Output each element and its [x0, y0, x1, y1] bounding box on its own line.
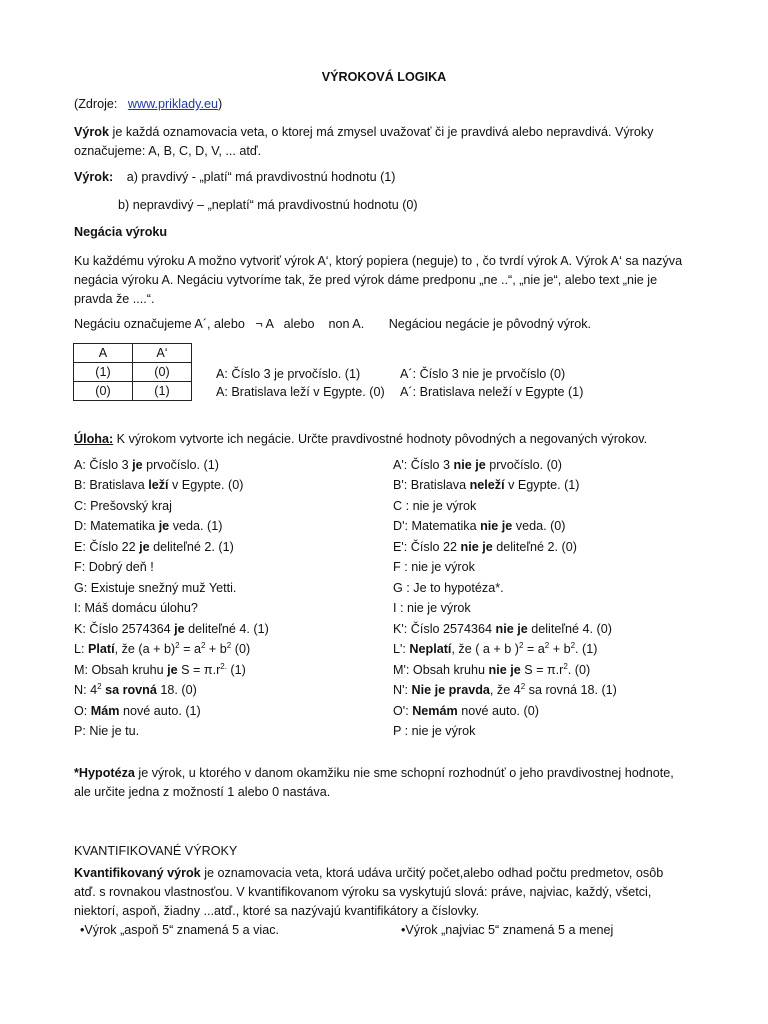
negation-text: M': Obsah kruhu	[393, 663, 489, 677]
statement-e	[74, 540, 234, 554]
value-a-row	[74, 170, 396, 184]
negation-notation: Negáciu označujeme A´, alebo ¬ A alebo non A. Negáciou negácie je pôvodný výrok.	[74, 317, 592, 331]
statement-text: deliteľné 2. (1)	[149, 540, 234, 554]
page-title: VÝROKOVÁ LOGIKA	[321, 70, 447, 84]
statement-d	[74, 519, 222, 533]
statement-keyword: Mám	[90, 704, 120, 718]
hypothesis-text-1: je výrok, u ktorého v danom okamžiku nie sme schopní rozhodnúť o jeho pravdivostnej hodnote,	[134, 766, 674, 780]
truth-table-row	[74, 363, 192, 382]
negation-d	[393, 519, 566, 533]
superscript: 2.	[220, 661, 227, 671]
truth-table-header	[74, 344, 192, 363]
statement-keyword: leží	[148, 478, 169, 492]
table-example-a1: A: Číslo 3 je prvočíslo. (1)	[216, 367, 361, 381]
statement-text: D: Matematika	[74, 519, 159, 533]
negation-text: = a	[523, 642, 545, 656]
negation-text: A': Číslo 3	[393, 458, 454, 472]
statement-text: = a	[179, 642, 201, 656]
statement-c: C: Prešovský kraj	[74, 499, 172, 513]
truth-table-cell: (1)	[74, 363, 133, 382]
quantified-text-1: je oznamovacia veta, ktorá udáva určitý počet,alebo odhad počtu predmetov, osôb	[200, 866, 664, 880]
statement-keyword: sa rovná	[105, 683, 157, 697]
truth-table-cell: (1)	[133, 382, 192, 401]
statement-keyword: je	[132, 458, 143, 472]
statement-i: I: Máš domácu úlohu?	[74, 601, 198, 615]
table-example-n2: A´: Bratislava neleží v Egypte (1)	[400, 385, 584, 399]
statement-text: nové auto. (1)	[119, 704, 201, 718]
task-label: Úloha:	[74, 432, 114, 446]
statement-text: , že (a + b)	[114, 642, 176, 656]
intro-term: Výrok	[74, 125, 110, 139]
negation-keyword: nie je	[460, 540, 493, 554]
negation-a	[393, 458, 562, 472]
negation-text: . (1)	[575, 642, 598, 656]
negation-keyword: Nemám	[412, 704, 458, 718]
superscript: 2	[226, 640, 232, 650]
negation-l	[393, 642, 597, 656]
negation-text: v Egypte. (1)	[504, 478, 580, 492]
negation-text: . (0)	[567, 663, 591, 677]
negation-paragraph	[74, 252, 704, 309]
statement-o	[74, 704, 201, 718]
quantified-bullet-2: •Výrok „najviac 5“ znamená 5 a menej	[401, 923, 614, 937]
intro-paragraph	[74, 123, 704, 161]
truth-table-header-a: A	[74, 344, 133, 363]
superscript: 2	[570, 640, 576, 650]
negation-heading: Negácia výroku	[74, 225, 168, 239]
truth-table-cell: (0)	[133, 363, 192, 382]
statement-text: O:	[74, 704, 91, 718]
hypothesis-paragraph	[74, 764, 704, 802]
quantified-paragraph	[74, 864, 704, 921]
negation-text: O':	[393, 704, 413, 718]
statement-g: G: Existuje snežný muž Yetti.	[74, 581, 237, 595]
statement-keyword: je	[174, 622, 185, 636]
negation-text: S = π.r	[520, 663, 564, 677]
quantified-text-2: atď. s rovnakou vlastnosťou. V kvantifikovanom výroku sa vyskytujú slová: práve, najviac, každý, všetci,	[74, 885, 652, 899]
negation-text: L':	[393, 642, 410, 656]
negation-text: deliteľné 2. (0)	[492, 540, 577, 554]
negation-p: P : nie je výrok	[393, 724, 476, 738]
statement-text: A: Číslo 3	[74, 458, 133, 472]
hypothesis-term: *Hypotéza	[74, 766, 135, 780]
negation-line-1: Ku každému výroku A možno vytvoriť výrok A‘, ktorý popiera (neguje) to , čo tvrdí výrok A. Výrok A‘ sa nazýva	[74, 254, 683, 268]
negation-text: N':	[393, 683, 412, 697]
statement-text: E: Číslo 22	[74, 540, 140, 554]
statement-text: K: Číslo 2574364	[74, 622, 175, 636]
statement-keyword: Platí	[88, 642, 115, 656]
superscript: 2	[544, 640, 550, 650]
negation-b	[393, 478, 580, 492]
negation-i: I : nie je výrok	[393, 601, 471, 615]
intro-text-2: označujeme: A, B, C, D, V, ... atď.	[74, 144, 262, 158]
negation-text: , že ( a + b )	[451, 642, 519, 656]
statement-n	[74, 683, 197, 697]
statement-text: v Egypte. (0)	[168, 478, 244, 492]
negation-c: C : nie je výrok	[393, 499, 477, 513]
statement-f: F: Dobrý deň !	[74, 560, 154, 574]
task-line	[74, 432, 647, 446]
source-line	[74, 97, 222, 111]
statement-text: (1)	[226, 663, 246, 677]
statement-text: + b	[205, 642, 227, 656]
table-example-n1: A´: Číslo 3 nie je prvočíslo (0)	[400, 367, 566, 381]
negation-text: deliteľné 4. (0)	[527, 622, 612, 636]
truth-table	[73, 343, 192, 401]
statement-text: prvočíslo. (1)	[142, 458, 219, 472]
statement-keyword: je	[139, 540, 150, 554]
negation-line-2: negácia výroku A. Negáciu vytvoríme tak, že pred výrok dáme predponu „ne ..“, „nie je“, alebo text „nie je	[74, 273, 658, 287]
negation-keyword: nie je	[480, 519, 513, 533]
source-prefix: (Zdroje:	[74, 97, 118, 111]
table-example-a2: A: Bratislava leží v Egypte. (0)	[216, 385, 385, 399]
statement-keyword: je	[167, 663, 178, 677]
negation-keyword: nie je	[488, 663, 521, 677]
superscript: 2	[520, 681, 526, 691]
statement-text: deliteľné 4. (1)	[184, 622, 269, 636]
statement-a	[74, 458, 219, 472]
statement-keyword: je	[158, 519, 170, 533]
negation-keyword: nie je	[453, 458, 486, 472]
statement-l	[74, 642, 250, 656]
negation-text: E': Číslo 22	[393, 540, 461, 554]
truth-table-row	[74, 382, 192, 401]
value-b: b) nepravdivý – „neplatí“ má pravdivostnú hodnotu (0)	[118, 198, 418, 212]
values-label: Výrok:	[74, 170, 114, 184]
statement-text: S = π.r	[177, 663, 221, 677]
task-text: K výrokom vytvorte ich negácie. Určte pravdivostné hodnoty pôvodných a negovaných výrokov.	[113, 432, 648, 446]
negation-n	[393, 683, 617, 697]
quantified-term: Kvantifikovaný výrok	[74, 866, 201, 880]
negation-text: sa rovná 18. (1)	[525, 683, 617, 697]
negation-text: B': Bratislava	[393, 478, 470, 492]
negation-text: D': Matematika	[393, 519, 481, 533]
negation-text: K': Číslo 2574364	[393, 622, 496, 636]
negation-text: nové auto. (0)	[457, 704, 539, 718]
negation-k	[393, 622, 612, 636]
statement-text: (0)	[231, 642, 251, 656]
negation-m	[393, 663, 590, 677]
statement-b	[74, 478, 243, 492]
negation-e	[393, 540, 577, 554]
negation-g: G : Je to hypotéza*.	[393, 581, 504, 595]
negation-f: F : nie je výrok	[393, 560, 475, 574]
negation-text: + b	[549, 642, 571, 656]
truth-table-cell: (0)	[74, 382, 133, 401]
statement-text: B: Bratislava	[74, 478, 149, 492]
truth-table-header-neg-a: A‘	[133, 344, 192, 363]
negation-keyword: Nie je pravda	[411, 683, 490, 697]
source-link[interactable]: www.priklady.eu	[127, 97, 218, 111]
quantified-bullet-1: •Výrok „aspoň 5“ znamená 5 a viac.	[80, 923, 280, 937]
negation-keyword: neleží	[469, 478, 505, 492]
statement-text: L:	[74, 642, 89, 656]
statement-text: 18. (0)	[156, 683, 197, 697]
statement-m	[74, 663, 246, 677]
value-a: a) pravdivý - „platí“ má pravdivostnú hodnotu (1)	[126, 170, 396, 184]
statement-text: veda. (1)	[169, 519, 223, 533]
intro-text-1: je každá oznamovacia veta, o ktorej má zmysel uvažovať či je pravdivá alebo nepravdivá. Výroky	[109, 125, 654, 139]
quantified-text-3: niektorí, aspoň, žiadny ...atď., ktoré sa nazývajú kvantifikátory a číslovky.	[74, 904, 480, 918]
statement-text: M: Obsah kruhu	[74, 663, 168, 677]
negation-o	[393, 704, 539, 718]
negation-line-3: pravda že ....“.	[74, 292, 155, 306]
superscript: 2	[175, 640, 180, 650]
negation-text: veda. (0)	[512, 519, 566, 533]
source-suffix: )	[217, 97, 223, 111]
statement-text: N: 4	[74, 683, 98, 697]
statement-p: P: Nie je tu.	[74, 724, 140, 738]
quantified-heading: KVANTIFIKOVANÉ VÝROKY	[74, 844, 238, 858]
superscript: 2	[97, 681, 102, 691]
negation-text: prvočíslo. (0)	[485, 458, 562, 472]
superscript: 2	[518, 640, 524, 650]
hypothesis-text-2: ale určite jedna z možností 1 alebo 0 nastáva.	[74, 785, 331, 799]
superscript: 2	[563, 661, 568, 671]
negation-keyword: Neplatí	[409, 642, 452, 656]
superscript: 2	[200, 640, 206, 650]
negation-keyword: nie je	[495, 622, 528, 636]
negation-text: , že 4	[489, 683, 521, 697]
statement-k	[74, 622, 269, 636]
